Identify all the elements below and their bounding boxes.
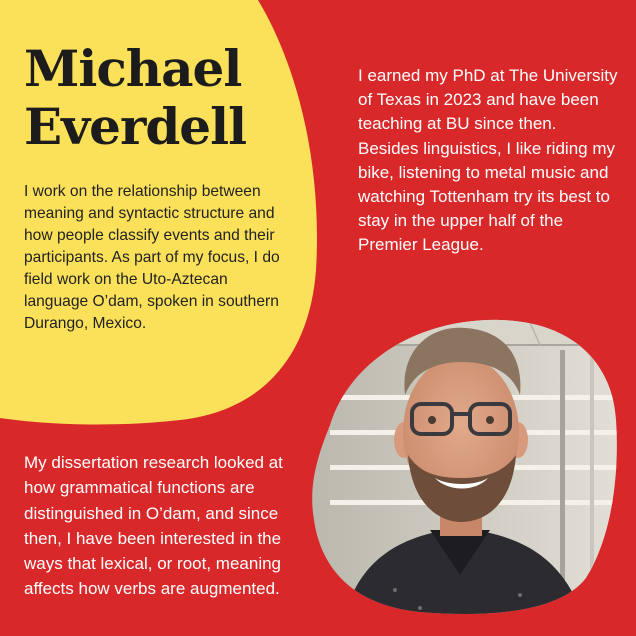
first-name: Michael (24, 39, 242, 98)
dissertation-paragraph: My dissertation research looked at how grammatical functions are distinguished in O’dam, and since then, I have been interested in the ways that lexical, or root, meaning affects how verbs are augmented. (24, 453, 283, 599)
background-paragraph: I earned my PhD at The University of Texas in 2023 and have been teaching at BU since then. Besides linguistics, I like riding my bike, listening to metal music and watching Tottenham try its best to stay in the upper half of the Premier League. (358, 66, 618, 255)
last-name: Everdell (24, 97, 247, 156)
research-focus-paragraph: I work on the relationship between meaning and syntactic structure and how people classify events and their participants. As part of my focus, I do field work on the Uto-Aztecan language O’dam, spoken in southern Durango, Mexico. (24, 183, 280, 332)
